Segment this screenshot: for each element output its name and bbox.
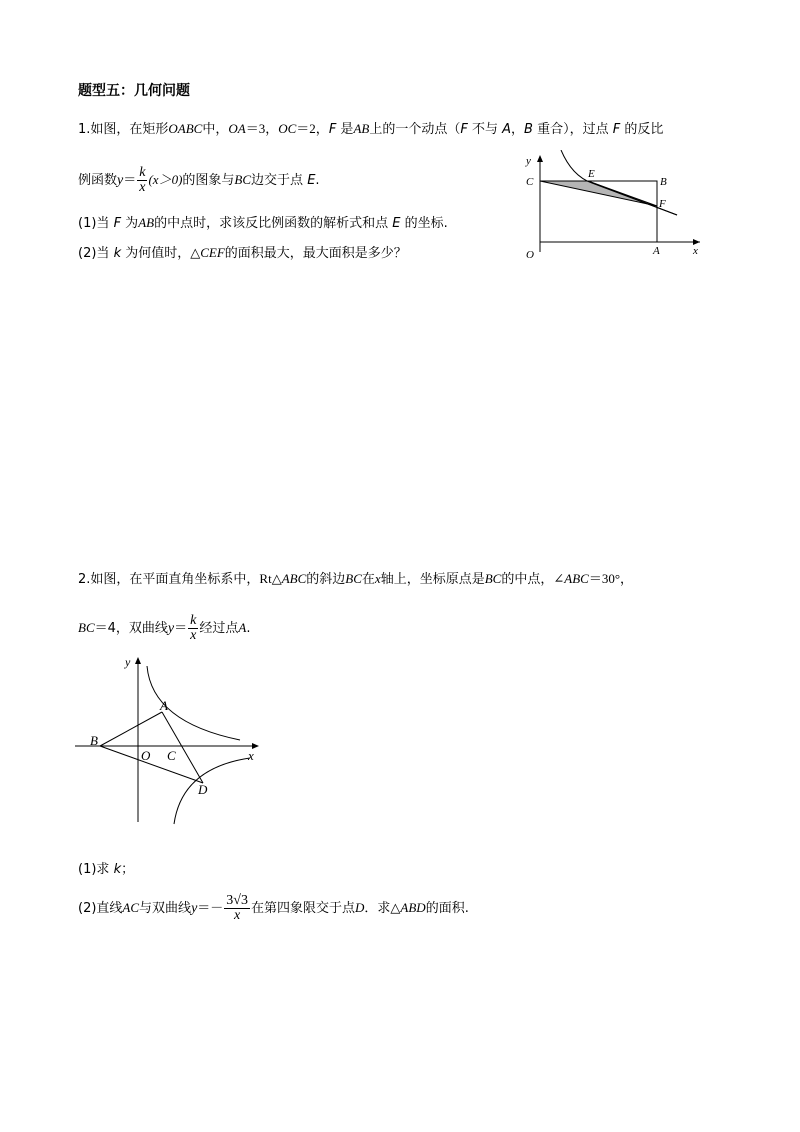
q1-y-arrow xyxy=(537,155,543,162)
q2-label-a: A xyxy=(160,698,168,713)
q2-segment-bd xyxy=(100,746,203,783)
q2-part1: (1)求 k； xyxy=(78,862,135,877)
q2-fraction: $\frac{k}{x}$ xyxy=(190,613,197,643)
q1-label-y: y xyxy=(526,155,531,167)
q2-part2: (2)直线AC与双曲线y＝－ $\frac{3√3}{x}$ 在第四象限交于点D．求△ABD的面积. xyxy=(78,893,469,923)
q2-label-y: y xyxy=(125,655,131,669)
q2-label-x: x xyxy=(248,748,254,763)
q1-label-b: B xyxy=(660,176,667,188)
q2-label-o: O xyxy=(141,748,151,763)
q2-line2: BC＝4，双曲线y＝ $\frac{k}{x}$ 经过点A. xyxy=(78,613,251,643)
q1-part1: (1)当 F 为AB的中点时，求该反比例函数的解析式和点 E 的坐标. xyxy=(78,215,448,231)
q2-label-d: D xyxy=(198,782,208,797)
q2-label-b: B xyxy=(90,733,98,748)
q1-label-x: x xyxy=(693,245,698,257)
q2-y-arrow xyxy=(135,657,141,664)
q1-label-c: C xyxy=(526,176,534,188)
q2-line1: 2.如图，在平面直角坐标系中，Rt△ABC的斜边BC在x轴上，坐标原点是BC的中点，∠ABC＝30°， xyxy=(78,571,634,587)
q1-fraction: $\frac{k}{x}$ xyxy=(139,165,146,195)
q1-line2: 例函数y＝ $\frac{k}{x}$ (x＞0)的图象与BC边交于点 E. xyxy=(78,165,320,195)
q1-part2: (2)当 k 为何值时，△CEF的面积最大，最大面积是多少？ xyxy=(78,245,407,261)
q1-figure xyxy=(520,150,720,262)
q2-fraction-2: $\frac{3√3}{x}$ xyxy=(226,893,248,923)
q2-label-c: C xyxy=(167,748,176,763)
q2-segment-ba xyxy=(100,712,162,746)
q1-label-o: O xyxy=(526,249,534,261)
q1-label-f: F xyxy=(659,198,666,210)
q2-figure xyxy=(70,652,270,827)
q2-hyperbola-q4 xyxy=(174,758,250,824)
q1-label-e: E xyxy=(588,168,595,180)
q1-line1: 1.如图，在矩形OABC中，OA＝3，OC＝2，F 是AB上的一个动点（F 不与 A，B 重合），过点 F 的反比 xyxy=(78,121,664,137)
q1-label-a: A xyxy=(653,245,660,257)
section-title: 题型五：几何问题 xyxy=(78,83,190,99)
